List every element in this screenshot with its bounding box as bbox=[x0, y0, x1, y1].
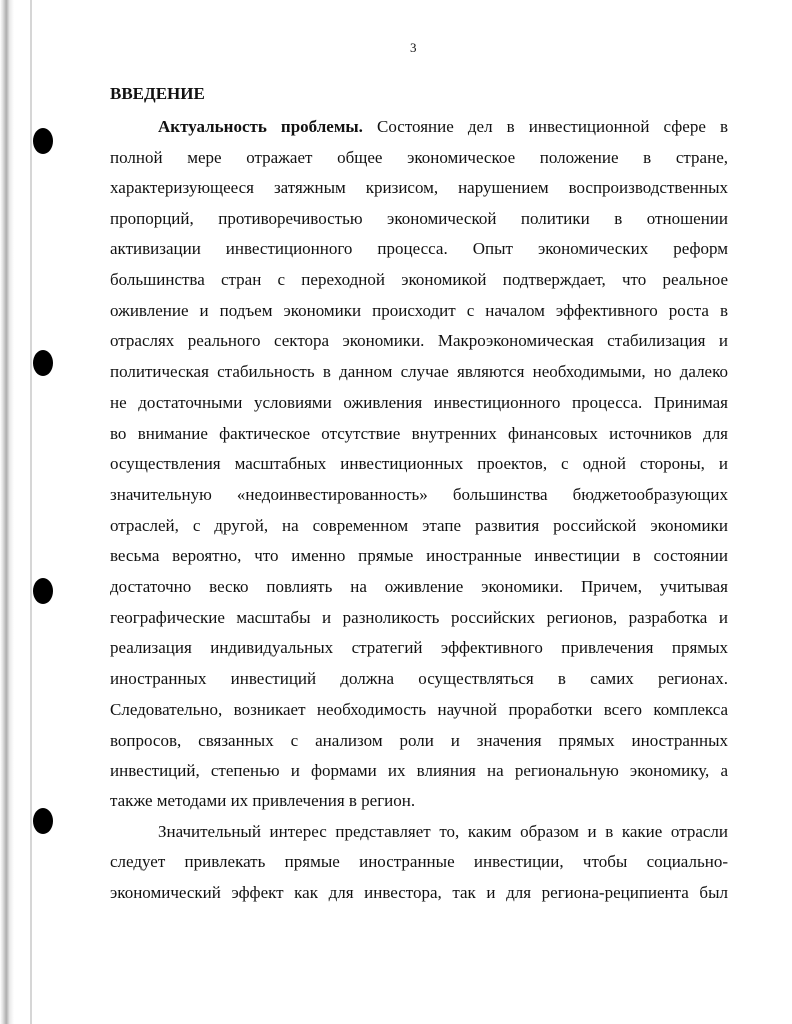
text-line: полной мере отражает общее экономическое положение в стране, bbox=[110, 148, 728, 167]
text-line: экономический эффект как для инвестора, так и для региона-реципиента был bbox=[110, 883, 728, 902]
text-line: вопросов, связанных с анализом роли и значения прямых иностранных bbox=[110, 731, 728, 750]
text-line: оживление и подъем экономики происходит с началом эффективного роста в bbox=[110, 301, 728, 320]
text-line: Следовательно, возникает необходимость научной проработки всего комплекса bbox=[110, 700, 728, 719]
text-line: во внимание фактическое отсутствие внутренних финансовых источников для bbox=[110, 424, 728, 443]
text-line: характеризующееся затяжным кризисом, нарушением воспроизводственных bbox=[110, 178, 728, 197]
text-line: большинства стран с переходной экономикой подтверждает, что реальное bbox=[110, 270, 728, 289]
text-line: активизации инвестиционного процесса. Опыт экономических реформ bbox=[110, 239, 728, 258]
punch-hole bbox=[33, 578, 53, 604]
section-heading: ВВЕДЕНИЕ bbox=[110, 84, 205, 103]
text-line: иностранных инвестиций должна осуществляться в самих регионах. bbox=[110, 669, 728, 688]
punch-hole bbox=[33, 350, 53, 376]
line-text: Состояние дел в инвестиционной сфере в bbox=[377, 117, 728, 136]
text-line: пропорций, противоречивостью экономической политики в отношении bbox=[110, 209, 728, 228]
text-line: географические масштабы и разноликость российских регионов, разработка и bbox=[110, 608, 728, 627]
text-line: весьма вероятно, что именно прямые иностранные инвестиции в состоянии bbox=[110, 546, 728, 565]
text-line: не достаточными условиями оживления инвестиционного процесса. Принимая bbox=[110, 393, 728, 412]
text-line: реализация индивидуальных стратегий эффективного привлечения прямых bbox=[110, 638, 728, 657]
scan-edge bbox=[0, 0, 14, 1024]
page-number: 3 bbox=[410, 40, 417, 55]
scan-edge-line bbox=[30, 0, 32, 1024]
text-line: следует привлекать прямые иностранные инвестиции, чтобы социально- bbox=[110, 852, 728, 871]
text-line: инвестиций, степенью и формами их влияния на региональную экономику, а bbox=[110, 761, 728, 780]
text-line: достаточно веско повлиять на оживление экономики. Причем, учитывая bbox=[110, 577, 728, 596]
text-line: значительную «недоинвестированность» большинства бюджетообразующих bbox=[110, 485, 728, 504]
text-line: отраслях реального сектора экономики. Макроэкономическая стабилизация и bbox=[110, 331, 728, 350]
punch-hole bbox=[33, 128, 53, 154]
text-line: политическая стабильность в данном случае являются необходимыми, но далеко bbox=[110, 362, 728, 381]
text-line: также методами их привлечения в регион. bbox=[110, 791, 416, 810]
text-line: отраслей, с другой, на современном этапе развития российской экономики bbox=[110, 516, 728, 535]
punch-hole bbox=[33, 808, 53, 834]
lead-bold: Актуальность проблемы. bbox=[158, 117, 363, 136]
text-line: Значительный интерес представляет то, каким образом и в какие отрасли bbox=[158, 822, 728, 841]
text-line: осуществления масштабных инвестиционных проектов, с одной стороны, и bbox=[110, 454, 728, 473]
text-line bbox=[110, 117, 728, 137]
